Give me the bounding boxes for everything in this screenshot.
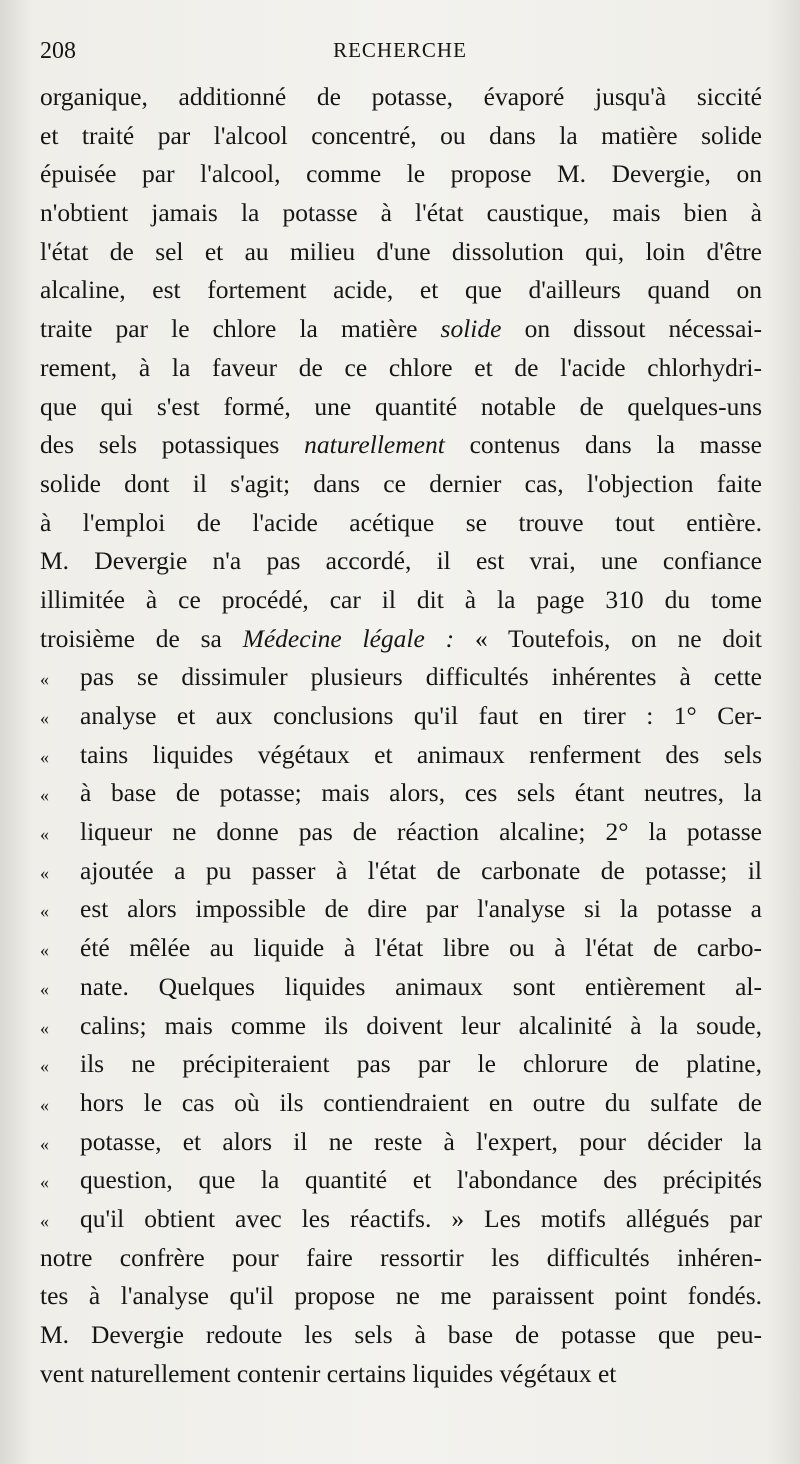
text-run: des sels potassiques [40,430,305,460]
quote-mark: « [40,669,49,690]
text-line [40,620,762,659]
text-run: l'état de sel et au milieu d'une dissolution qui, loin d'être [40,236,762,266]
text-line [40,349,762,388]
text-run: calins; mais comme ils doivent leur alcalinité à la soude, [80,1010,762,1040]
text-line [40,117,762,156]
italic-text: Médecine légale : [242,623,455,653]
text-line [40,1084,762,1123]
text-line [40,1161,762,1200]
text-line [40,426,762,465]
italic-text: naturellement [304,430,445,460]
quote-mark: « [40,978,49,999]
text-line [40,658,762,697]
quote-mark: « [40,862,49,883]
text-run: hors le cas où ils contiendraient en outre du sulfate de [80,1087,762,1117]
quote-mark: « [40,901,49,922]
quote-mark: « [40,785,49,806]
text-run: on dissout nécessai- [501,314,762,344]
text-line [40,271,762,310]
text-run: n'obtient jamais la potasse à l'état caustique, mais bien à [40,198,762,228]
text-line [40,968,762,1007]
text-line [40,233,762,272]
text-run: rement, à la faveur de ce chlore et de l'acide chlorhydri- [40,352,762,382]
text-run: est alors impossible de dire par l'analyse si la potasse a [80,894,762,924]
text-run: été mêlée au liquide à l'état libre ou à l'état de carbo- [80,933,762,963]
quote-mark: « [40,1094,49,1115]
text-run: alcaline, est fortement acide, et que d'ailleurs quand on [40,275,762,305]
text-line [40,155,762,194]
text-run: que qui s'est formé, une quantité notable de quelques-uns [40,391,762,421]
text-line [40,1277,762,1316]
text-run: tains liquides végétaux et animaux renferment des sels [80,739,762,769]
text-run: organique, additionné de potasse, évaporé jusqu'à siccité [40,82,762,111]
text-line [40,774,762,813]
running-head: RECHERCHE [333,38,467,62]
text-line [40,1200,762,1239]
text-line [40,1316,762,1355]
text-line [40,1355,762,1394]
text-run: potasse, et alors il ne reste à l'expert, pour décider la [80,1126,762,1156]
text-line [40,1123,762,1162]
text-run: traite par le chlore la matière [40,314,441,344]
text-run: et traité par l'alcool concentré, ou dans la matière solide [40,120,762,150]
text-run: solide dont il s'agit; dans ce dernier cas, l'objection faite [40,468,762,498]
text-run: à base de potasse; mais alors, ces sels étant neutres, la [80,778,762,808]
page-number: 208 [40,38,76,64]
text-line [40,581,762,620]
text-run: notre confrère pour faire ressortir les difficultés inhéren- [40,1242,762,1272]
text-line [40,542,762,581]
text-line [40,194,762,233]
text-run: M. Devergie n'a pas accordé, il est vrai, une confiance [40,546,762,576]
text-run: contenus dans la masse [444,430,762,460]
text-line [40,1239,762,1278]
italic-text: solide [440,314,502,344]
text-run: à l'emploi de l'acide acétique se trouve tout entière. [40,507,762,537]
text-line [40,465,762,504]
quote-mark: « [40,1133,49,1154]
quote-mark: « [40,708,49,728]
text-run: ajoutée a pu passer à l'état de carbonate de potasse; il [80,855,762,885]
page-header [40,38,760,78]
text-line [40,1045,762,1084]
text-run: pas se dissimuler plusieurs difficultés inhérentes à cette [80,662,762,692]
text-line [40,388,762,427]
text-run: analyse et aux conclusions qu'il faut en tirer : 1° Cer- [80,701,762,730]
text-run: « Toutefois, on ne doit [454,623,762,653]
quote-mark: « [40,1056,49,1077]
text-line [40,504,762,543]
quote-mark: « [40,940,49,961]
text-run: ils ne précipiteraient pas par le chlorure de platine, [80,1049,762,1079]
text-line [40,813,762,852]
quote-mark: « [40,1172,49,1193]
quote-mark: « [40,746,49,767]
text-line [40,310,762,349]
text-run: troisième de sa [40,623,243,653]
text-line [40,852,762,891]
text-run: épuisée par l'alcool, comme le propose M. Devergie, on [40,159,762,189]
text-line [40,78,762,117]
text-run: tes à l'analyse qu'il propose ne me paraissent point fondés. [40,1281,762,1311]
text-line [40,929,762,968]
text-line [40,1007,762,1046]
text-line [40,890,762,929]
text-run: vent naturellement contenir certains liquides végétaux et [40,1358,617,1388]
text-line [40,697,762,736]
quote-mark: « [40,1017,49,1038]
quote-mark: « [40,1210,49,1231]
text-run: illimitée à ce procédé, car il dit à la page 310 du tome [40,584,762,614]
text-run: nate. Quelques liquides animaux sont entièrement al- [80,971,762,1001]
text-run: M. Devergie redoute les sels à base de potasse que peu- [40,1320,762,1349]
body-text [40,78,762,1393]
quote-mark: « [40,824,49,845]
text-run: question, que la quantité et l'abondance des précipités [80,1165,762,1195]
text-run: liqueur ne donne pas de réaction alcaline; 2° la potasse [80,817,762,847]
text-run: qu'il obtient avec les réactifs. » Les motifs allégués par [80,1203,762,1233]
text-line [40,736,762,775]
